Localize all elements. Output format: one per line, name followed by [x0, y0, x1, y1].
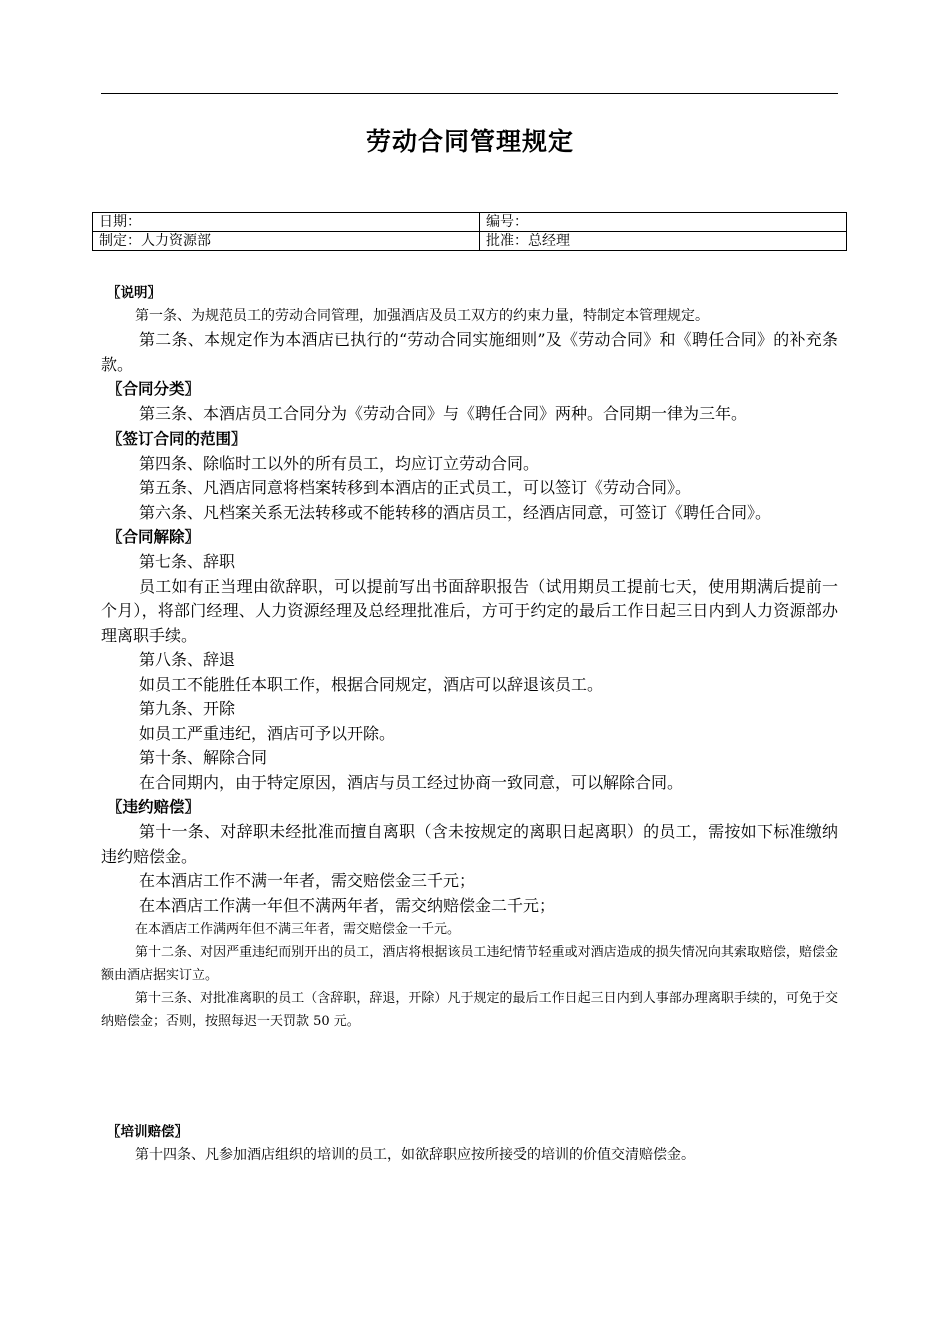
article-paragraph: 第十二条、对因严重违纪而别开出的员工，酒店将根据该员工违纪情节轻重或对酒店造成的损失情况向其索取赔偿，赔偿金额由酒店据实订立。 — [101, 945, 838, 983]
article-paragraph: 在本酒店工作满一年但不满两年者，需交纳赔偿金二千元； — [139, 895, 556, 915]
prepared-by-label: 制定：人力资源部 — [93, 232, 480, 251]
article-paragraph: 第三条、本酒店员工合同分为《劳动合同》与《聘任合同》两种。合同期一律为三年。 — [139, 404, 748, 423]
article-paragraph: 第十三条、对批准离职的员工（含辞职，辞退，开除）凡于规定的最后工作日起三日内到人事部办理离职手续的，可免于交纳赔偿金；否则，按照每迟一天罚款 50 元。 — [101, 991, 838, 1029]
article-paragraph: 第一条、为规范员工的劳动合同管理，加强酒店及员工双方的约束力量，特制定本管理规定。 — [135, 308, 709, 324]
meta-table — [92, 212, 847, 251]
section-heading-breach-compensation: 〖违约赔偿〗 — [107, 798, 201, 816]
document-body — [101, 282, 838, 1167]
article-paragraph: 如员工严重违纪，酒店可予以开除。 — [139, 723, 396, 743]
article-paragraph: 在合同期内，由于特定原因，酒店与员工经过协商一致同意，可以解除合同。 — [139, 772, 684, 792]
section-heading-termination: 〖合同解除〗 — [107, 528, 201, 546]
article-paragraph: 第五条、凡酒店同意将档案转移到本酒店的正式员工，可以签订《劳动合同》。 — [139, 478, 692, 497]
article-paragraph: 第六条、凡档案关系无法转移或不能转移的酒店员工，经酒店同意，可签订《聘任合同》。 — [139, 502, 772, 522]
article-paragraph: 员工如有正当理由欲辞职，可以提前写出书面辞职报告（试用期员工提前七天，使用期满后提前一个月），将部门经理、人力资源经理及总经理批准后，方可于约定的最后工作日起三日内到人力资源部办理离职手续。 — [101, 576, 838, 645]
article-paragraph: 第十一条、对辞职未经批准而擅自离职（含未按规定的离职日起离职）的员工，需按如下标准缴纳违约赔偿金。 — [101, 822, 838, 866]
approved-by-label: 批准：总经理 — [480, 232, 847, 251]
meta-row — [93, 213, 847, 232]
article-paragraph: 第四条、除临时工以外的所有员工，均应订立劳动合同。 — [139, 453, 540, 473]
header-rule — [101, 93, 838, 94]
article-paragraph: 第八条、辞退 — [139, 650, 236, 669]
meta-row — [93, 232, 847, 251]
article-paragraph: 第十四条、凡参加酒店组织的培训的员工，如欲辞职应按所接受的培训的价值交清赔偿金。 — [135, 1147, 695, 1163]
spacer — [101, 1033, 838, 1121]
article-paragraph: 如员工不能胜任本职工作，根据合同规定，酒店可以辞退该员工。 — [139, 674, 604, 694]
article-paragraph: 在本酒店工作满两年但不满三年者，需交赔偿金一千元。 — [135, 922, 461, 937]
article-paragraph: 第十条、解除合同 — [139, 748, 268, 767]
number-label: 编号： — [480, 213, 847, 232]
article-paragraph: 在本酒店工作不满一年者，需交赔偿金三千元； — [139, 871, 476, 890]
section-heading-training-compensation: 〖培训赔偿〗 — [107, 1124, 188, 1140]
section-heading-description: 〖说明〗 — [107, 285, 161, 301]
article-paragraph: 第九条、开除 — [139, 699, 236, 718]
date-label: 日期： — [93, 213, 480, 232]
page-title: 劳动合同管理规定 — [365, 127, 574, 156]
article-paragraph: 第七条、辞职 — [139, 552, 236, 571]
section-heading-signing-scope: 〖签订合同的范围〗 — [107, 429, 247, 448]
section-heading-contract-types: 〖合同分类〗 — [107, 380, 201, 398]
article-paragraph: 第二条、本规定作为本酒店已执行的“劳动合同实施细则”及《劳动合同》和《聘任合同》的补充条款。 — [101, 330, 838, 374]
